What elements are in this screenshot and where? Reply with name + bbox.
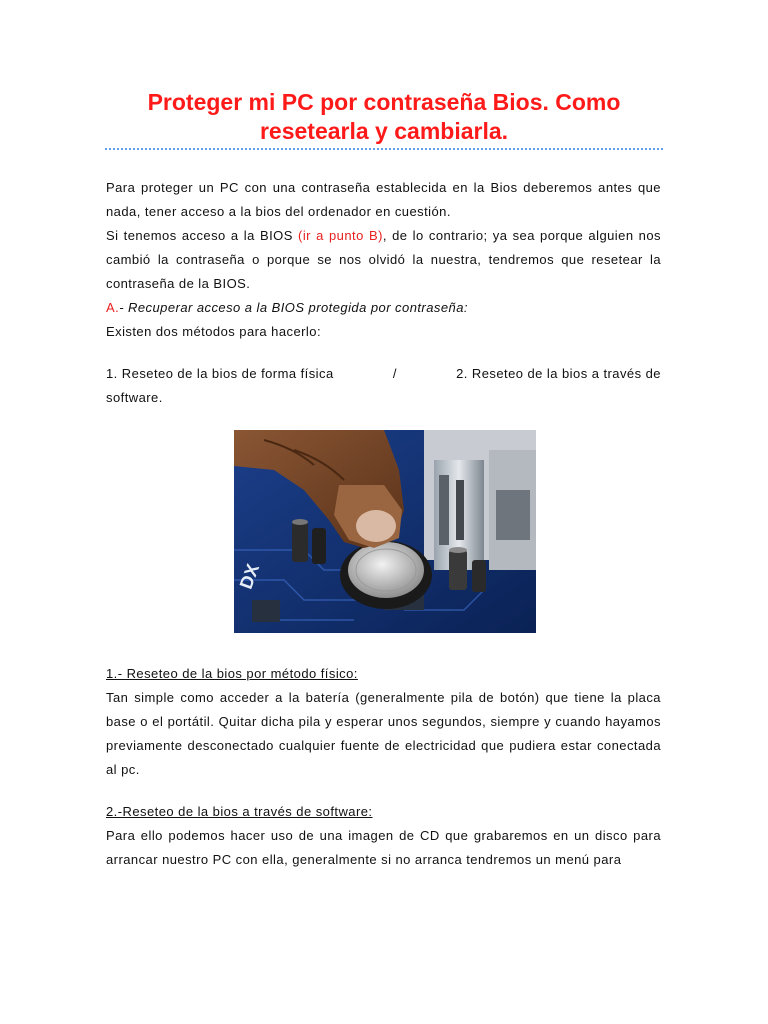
- method-2-continued: software.: [106, 390, 163, 405]
- section-a-title: - Recuperar acceso a la BIOS protegida por contraseña:: [119, 300, 468, 315]
- intro-p2-text: Si tenemos acceso a la BIOS: [106, 228, 299, 243]
- title-divider: [105, 148, 663, 150]
- title-line-1: Proteger mi PC por contraseña Bios. Como: [147, 89, 621, 115]
- goto-point-b-link[interactable]: (ir a punto B): [298, 228, 383, 243]
- methods-intro: Existen dos métodos para hacerlo:: [106, 324, 322, 339]
- intro-paragraph-1: Para proteger un PC con una contraseña establecida en la Bios deberemos antes que nada, tener acceso a la bios del ordenador en cuestión.: [106, 180, 661, 219]
- section-1-body: Tan simple como acceder a la batería (generalmente pila de botón) que tiene la placa base o el portátil. Quitar dicha pila y esperar unos segundos, siempre y cuando hayamos previamente desconectado cualquier fuente de electricidad que pudiera estar conectada al pc.: [106, 690, 661, 777]
- methods-separator: /: [392, 366, 397, 381]
- intro-paragraph-2: [106, 224, 661, 296]
- section-1: [106, 662, 661, 782]
- methods-line: [106, 362, 661, 386]
- section-a-letter: A.: [106, 300, 120, 315]
- methods-block: [106, 362, 661, 410]
- section-2-heading: 2.-Reseteo de la bios a través de software:: [106, 804, 373, 819]
- title-line-2: resetearla y cambiarla.: [259, 118, 509, 144]
- section-2: [106, 800, 661, 872]
- section-2-body: Para ello podemos hacer uso de una imagen de CD que grabaremos en un disco para arrancar nuestro PC con ella, generalmente si no arranca tendremos un menú para: [106, 828, 661, 867]
- intro-block: [106, 176, 661, 344]
- motherboard-battery-photo: [234, 430, 536, 633]
- intro-p2-rest: , de lo contrario; ya sea porque alguien nos cambió la contraseña o porque se nos olvidó la nuestra, tendremos que resetear la contraseña de la BIOS.: [106, 228, 661, 291]
- page-title: [80, 88, 688, 146]
- method-2: 2. Reseteo de la bios a través de: [456, 366, 661, 381]
- svg-text:DX: DX: [235, 561, 264, 592]
- section-1-heading: 1.- Reseteo de la bios por método físico:: [106, 666, 358, 681]
- method-1: 1. Reseteo de la bios de forma física: [106, 366, 334, 381]
- section-a-heading: [106, 296, 661, 320]
